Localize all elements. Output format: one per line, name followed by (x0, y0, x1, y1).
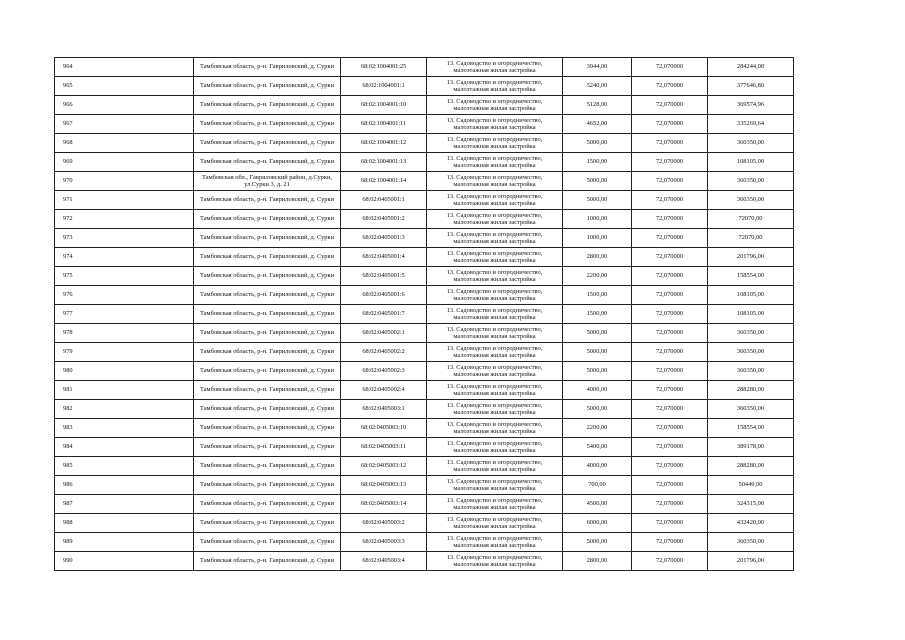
land-use-cell: 13. Садоводство и огородничество, малоэтажная жилая застройка (427, 457, 563, 476)
area-cell: 5000,00 (563, 172, 632, 191)
land-use-cell: 13. Садоводство и огородничество, малоэтажная жилая застройка (427, 58, 563, 77)
land-use-cell: 13. Садоводство и огородничество, малоэтажная жилая застройка (427, 229, 563, 248)
row-number-cell: 970 (55, 172, 194, 191)
row-number-cell: 986 (55, 476, 194, 495)
table-row (55, 58, 794, 77)
address-cell: Тамбовская область, р-н. Гавриловский, д. Сурки (194, 533, 341, 552)
specific-value-cell: 72,070000 (632, 457, 708, 476)
table-row (55, 476, 794, 495)
cadastral-value-table (54, 57, 794, 571)
table-row (55, 514, 794, 533)
land-use-cell: 13. Садоводство и огородничество, малоэтажная жилая застройка (427, 77, 563, 96)
specific-value-cell: 72,070000 (632, 267, 708, 286)
land-use-cell: 13. Садоводство и огородничество, малоэтажная жилая застройка (427, 210, 563, 229)
row-number-cell: 987 (55, 495, 194, 514)
row-number-cell: 975 (55, 267, 194, 286)
table-body (55, 58, 794, 571)
area-cell: 4000,00 (563, 381, 632, 400)
area-cell: 5240,00 (563, 77, 632, 96)
row-number-cell: 974 (55, 248, 194, 267)
row-number-cell: 967 (55, 115, 194, 134)
row-number-cell: 990 (55, 552, 194, 571)
row-number-cell: 966 (55, 96, 194, 115)
address-cell: Тамбовская область, р-н. Гавриловский, д. Сурки (194, 438, 341, 457)
table-row (55, 248, 794, 267)
cadastral-number-cell: 68:02:1004001:12 (341, 134, 427, 153)
row-number-cell: 984 (55, 438, 194, 457)
area-cell: 5000,00 (563, 533, 632, 552)
land-use-cell: 13. Садоводство и огородничество, малоэтажная жилая застройка (427, 305, 563, 324)
table-row (55, 381, 794, 400)
row-number-cell: 980 (55, 362, 194, 381)
address-cell: Тамбовская область, р-н. Гавриловский, д. Сурки (194, 96, 341, 115)
specific-value-cell: 72,070000 (632, 343, 708, 362)
land-use-cell: 13. Садоводство и огородничество, малоэтажная жилая застройка (427, 115, 563, 134)
cadastral-number-cell: 68:02:0405001:5 (341, 267, 427, 286)
table-row (55, 552, 794, 571)
cadastral-value-cell: 360350,00 (708, 343, 794, 362)
area-cell: 5000,00 (563, 191, 632, 210)
cadastral-number-cell: 68:02:1004001:1 (341, 77, 427, 96)
cadastral-value-cell: 324315,00 (708, 495, 794, 514)
area-cell: 2800,00 (563, 552, 632, 571)
specific-value-cell: 72,070000 (632, 286, 708, 305)
land-use-cell: 13. Садоводство и огородничество, малоэтажная жилая застройка (427, 400, 563, 419)
specific-value-cell: 72,070000 (632, 533, 708, 552)
cadastral-number-cell: 68:02:0405001:4 (341, 248, 427, 267)
area-cell: 5000,00 (563, 324, 632, 343)
area-cell: 4500,00 (563, 495, 632, 514)
land-use-cell: 13. Садоводство и огородничество, малоэтажная жилая застройка (427, 286, 563, 305)
address-cell: Тамбовская область, р-н. Гавриловский, д. Сурки (194, 58, 341, 77)
row-number-cell: 985 (55, 457, 194, 476)
cadastral-number-cell: 68:02:0405002:3 (341, 362, 427, 381)
specific-value-cell: 72,070000 (632, 400, 708, 419)
row-number-cell: 978 (55, 324, 194, 343)
land-use-cell: 13. Садоводство и огородничество, малоэтажная жилая застройка (427, 552, 563, 571)
area-cell: 1000,00 (563, 229, 632, 248)
land-use-cell: 13. Садоводство и огородничество, малоэтажная жилая застройка (427, 476, 563, 495)
land-use-cell: 13. Садоводство и огородничество, малоэтажная жилая застройка (427, 324, 563, 343)
cadastral-value-cell: 284244,08 (708, 58, 794, 77)
table-row (55, 172, 794, 191)
address-cell: Тамбовская область, р-н. Гавриловский, д. Сурки (194, 495, 341, 514)
land-use-cell: 13. Садоводство и огородничество, малоэтажная жилая застройка (427, 96, 563, 115)
cadastral-number-cell: 68:02:0405002:1 (341, 324, 427, 343)
cadastral-value-cell: 360350,00 (708, 134, 794, 153)
table-row (55, 153, 794, 172)
specific-value-cell: 72,070000 (632, 438, 708, 457)
cadastral-value-cell: 72070,00 (708, 229, 794, 248)
cadastral-number-cell: 68:02:0405002:2 (341, 343, 427, 362)
cadastral-value-cell: 158554,00 (708, 419, 794, 438)
table-row (55, 457, 794, 476)
table-row (55, 343, 794, 362)
cadastral-value-cell: 360350,00 (708, 191, 794, 210)
specific-value-cell: 72,070000 (632, 362, 708, 381)
cadastral-value-cell: 335269,64 (708, 115, 794, 134)
row-number-cell: 972 (55, 210, 194, 229)
specific-value-cell: 72,070000 (632, 172, 708, 191)
cadastral-number-cell: 68:02:0405003:2 (341, 514, 427, 533)
specific-value-cell: 72,070000 (632, 324, 708, 343)
specific-value-cell: 72,070000 (632, 248, 708, 267)
row-number-cell: 971 (55, 191, 194, 210)
cadastral-value-cell: 108105,00 (708, 153, 794, 172)
land-use-cell: 13. Садоводство и огородничество, малоэтажная жилая застройка (427, 153, 563, 172)
cadastral-value-cell: 360350,00 (708, 172, 794, 191)
area-cell: 6000,00 (563, 514, 632, 533)
specific-value-cell: 72,070000 (632, 58, 708, 77)
area-cell: 5000,00 (563, 362, 632, 381)
area-cell: 5000,00 (563, 343, 632, 362)
cadastral-value-cell: 360350,00 (708, 362, 794, 381)
cadastral-value-cell: 50449,00 (708, 476, 794, 495)
row-number-cell: 973 (55, 229, 194, 248)
land-use-cell: 13. Садоводство и огородничество, малоэтажная жилая застройка (427, 533, 563, 552)
specific-value-cell: 72,070000 (632, 305, 708, 324)
area-cell: 1500,00 (563, 286, 632, 305)
address-cell: Тамбовская область, р-н. Гавриловский, д. Сурки (194, 229, 341, 248)
address-cell: Тамбовская область, р-н. Гавриловский, д. Сурки (194, 248, 341, 267)
row-number-cell: 968 (55, 134, 194, 153)
address-cell: Тамбовская область, р-н. Гавриловский, д. Сурки (194, 457, 341, 476)
cadastral-value-cell: 369574,96 (708, 96, 794, 115)
cadastral-value-cell: 377646,80 (708, 77, 794, 96)
area-cell: 4652,00 (563, 115, 632, 134)
address-cell: Тамбовская область, р-н. Гавриловский, д. Сурки (194, 191, 341, 210)
cadastral-number-cell: 68:02:0405001:7 (341, 305, 427, 324)
specific-value-cell: 72,070000 (632, 229, 708, 248)
cadastral-value-cell: 108105,00 (708, 286, 794, 305)
address-cell: Тамбовская область, р-н. Гавриловский, д. Сурки (194, 514, 341, 533)
row-number-cell: 982 (55, 400, 194, 419)
cadastral-number-cell: 68:02:1004001:11 (341, 115, 427, 134)
table-row (55, 305, 794, 324)
area-cell: 5400,00 (563, 438, 632, 457)
address-cell: Тамбовская область, р-н. Гавриловский, д. Сурки (194, 476, 341, 495)
cadastral-value-cell: 108105,00 (708, 305, 794, 324)
address-cell: Тамбовская область, р-н. Гавриловский, д. Сурки (194, 362, 341, 381)
area-cell: 5000,00 (563, 134, 632, 153)
cadastral-value-cell: 360350,00 (708, 533, 794, 552)
table-row (55, 77, 794, 96)
row-number-cell: 964 (55, 58, 194, 77)
area-cell: 5000,00 (563, 400, 632, 419)
address-cell: Тамбовская область, р-н. Гавриловский, д. Сурки (194, 343, 341, 362)
land-use-cell: 13. Садоводство и огородничество, малоэтажная жилая застройка (427, 172, 563, 191)
row-number-cell: 983 (55, 419, 194, 438)
row-number-cell: 981 (55, 381, 194, 400)
address-cell: Тамбовская область, р-н. Гавриловский, д. Сурки (194, 324, 341, 343)
table-row (55, 419, 794, 438)
cadastral-value-cell: 288280,00 (708, 457, 794, 476)
cadastral-number-cell: 68:02:0405001:2 (341, 210, 427, 229)
address-cell: Тамбовская область, р-н. Гавриловский, д. Сурки (194, 267, 341, 286)
land-use-cell: 13. Садоводство и огородничество, малоэтажная жилая застройка (427, 248, 563, 267)
cadastral-value-cell: 360350,00 (708, 400, 794, 419)
area-cell: 5128,00 (563, 96, 632, 115)
land-use-cell: 13. Садоводство и огородничество, малоэтажная жилая застройка (427, 419, 563, 438)
table-row (55, 286, 794, 305)
cadastral-number-cell: 68:02:0405003:13 (341, 476, 427, 495)
land-use-cell: 13. Садоводство и огородничество, малоэтажная жилая застройка (427, 438, 563, 457)
specific-value-cell: 72,070000 (632, 115, 708, 134)
cadastral-number-cell: 68:02:1004001:10 (341, 96, 427, 115)
cadastral-number-cell: 68:02:1004001:14 (341, 172, 427, 191)
address-cell: Тамбовская область, р-н. Гавриловский, д. Сурки (194, 419, 341, 438)
specific-value-cell: 72,070000 (632, 552, 708, 571)
cadastral-number-cell: 68:02:0405003:14 (341, 495, 427, 514)
specific-value-cell: 72,070000 (632, 476, 708, 495)
land-use-cell: 13. Садоводство и огородничество, малоэтажная жилая застройка (427, 362, 563, 381)
cadastral-value-cell: 360350,00 (708, 324, 794, 343)
address-cell: Тамбовская область, р-н. Гавриловский, д. Сурки (194, 286, 341, 305)
table-row (55, 191, 794, 210)
specific-value-cell: 72,070000 (632, 495, 708, 514)
specific-value-cell: 72,070000 (632, 77, 708, 96)
area-cell: 1500,00 (563, 153, 632, 172)
table-row (55, 438, 794, 457)
area-cell: 700,00 (563, 476, 632, 495)
cadastral-number-cell: 68:02:0405003:10 (341, 419, 427, 438)
cadastral-number-cell: 68:02:0405001:3 (341, 229, 427, 248)
area-cell: 1000,00 (563, 210, 632, 229)
row-number-cell: 977 (55, 305, 194, 324)
cadastral-number-cell: 68:02:0405003:1 (341, 400, 427, 419)
cadastral-value-cell: 432420,00 (708, 514, 794, 533)
specific-value-cell: 72,070000 (632, 210, 708, 229)
area-cell: 3944,00 (563, 58, 632, 77)
table-row (55, 229, 794, 248)
area-cell: 2800,00 (563, 248, 632, 267)
area-cell: 1500,00 (563, 305, 632, 324)
address-cell: Тамбовская область, р-н. Гавриловский, д. Сурки (194, 77, 341, 96)
land-use-cell: 13. Садоводство и огородничество, малоэтажная жилая застройка (427, 343, 563, 362)
table-row (55, 400, 794, 419)
address-cell: Тамбовская область, р-н. Гавриловский, д. Сурки (194, 134, 341, 153)
cadastral-value-cell: 158554,00 (708, 267, 794, 286)
table-row (55, 362, 794, 381)
specific-value-cell: 72,070000 (632, 153, 708, 172)
specific-value-cell: 72,070000 (632, 514, 708, 533)
land-use-cell: 13. Садоводство и огородничество, малоэтажная жилая застройка (427, 267, 563, 286)
cadastral-value-cell: 288280,00 (708, 381, 794, 400)
cadastral-number-cell: 68:02:0405003:4 (341, 552, 427, 571)
land-use-cell: 13. Садоводство и огородничество, малоэтажная жилая застройка (427, 134, 563, 153)
area-cell: 2200,00 (563, 419, 632, 438)
cadastral-number-cell: 68:02:1004001:13 (341, 153, 427, 172)
cadastral-number-cell: 68:02:0405003:3 (341, 533, 427, 552)
table-row (55, 324, 794, 343)
address-cell: Тамбовская область, р-н. Гавриловский, д. Сурки (194, 552, 341, 571)
row-number-cell: 989 (55, 533, 194, 552)
table-row (55, 495, 794, 514)
cadastral-number-cell: 68:02:0405003:11 (341, 438, 427, 457)
address-cell: Тамбовская область, р-н. Гавриловский, д. Сурки (194, 305, 341, 324)
specific-value-cell: 72,070000 (632, 419, 708, 438)
table-row (55, 210, 794, 229)
specific-value-cell: 72,070000 (632, 96, 708, 115)
cadastral-number-cell: 68:02:0405002:4 (341, 381, 427, 400)
land-use-cell: 13. Садоводство и огородничество, малоэтажная жилая застройка (427, 381, 563, 400)
cadastral-number-cell: 68:02:0405001:6 (341, 286, 427, 305)
row-number-cell: 979 (55, 343, 194, 362)
address-cell: Тамбовская область, р-н. Гавриловский, д. Сурки (194, 115, 341, 134)
table-row (55, 96, 794, 115)
address-cell: Тамбовская обл., Гавриловский район, д.Сурки, ул.Сурки 3, д. 21 (194, 172, 341, 191)
specific-value-cell: 72,070000 (632, 134, 708, 153)
address-cell: Тамбовская область, р-н. Гавриловский, д. Сурки (194, 381, 341, 400)
area-cell: 4000,00 (563, 457, 632, 476)
table-row (55, 115, 794, 134)
row-number-cell: 988 (55, 514, 194, 533)
address-cell: Тамбовская область, р-н. Гавриловский, д. Сурки (194, 153, 341, 172)
address-cell: Тамбовская область, р-н. Гавриловский, д. Сурки (194, 400, 341, 419)
cadastral-number-cell: 68:02:0405003:12 (341, 457, 427, 476)
cadastral-value-cell: 201796,00 (708, 552, 794, 571)
specific-value-cell: 72,070000 (632, 381, 708, 400)
area-cell: 2200,00 (563, 267, 632, 286)
land-use-cell: 13. Садоводство и огородничество, малоэтажная жилая застройка (427, 514, 563, 533)
cadastral-value-cell: 201796,00 (708, 248, 794, 267)
cadastral-value-cell: 72070,00 (708, 210, 794, 229)
row-number-cell: 965 (55, 77, 194, 96)
address-cell: Тамбовская область, р-н. Гавриловский, д. Сурки (194, 210, 341, 229)
land-use-cell: 13. Садоводство и огородничество, малоэтажная жилая застройка (427, 495, 563, 514)
land-use-cell: 13. Садоводство и огородничество, малоэтажная жилая застройка (427, 191, 563, 210)
table-row (55, 134, 794, 153)
row-number-cell: 976 (55, 286, 194, 305)
cadastral-number-cell: 68:02:0405001:1 (341, 191, 427, 210)
table-row (55, 267, 794, 286)
row-number-cell: 969 (55, 153, 194, 172)
cadastral-number-cell: 68:02:1004001:25 (341, 58, 427, 77)
cadastral-value-cell: 389178,00 (708, 438, 794, 457)
table-row (55, 533, 794, 552)
specific-value-cell: 72,070000 (632, 191, 708, 210)
